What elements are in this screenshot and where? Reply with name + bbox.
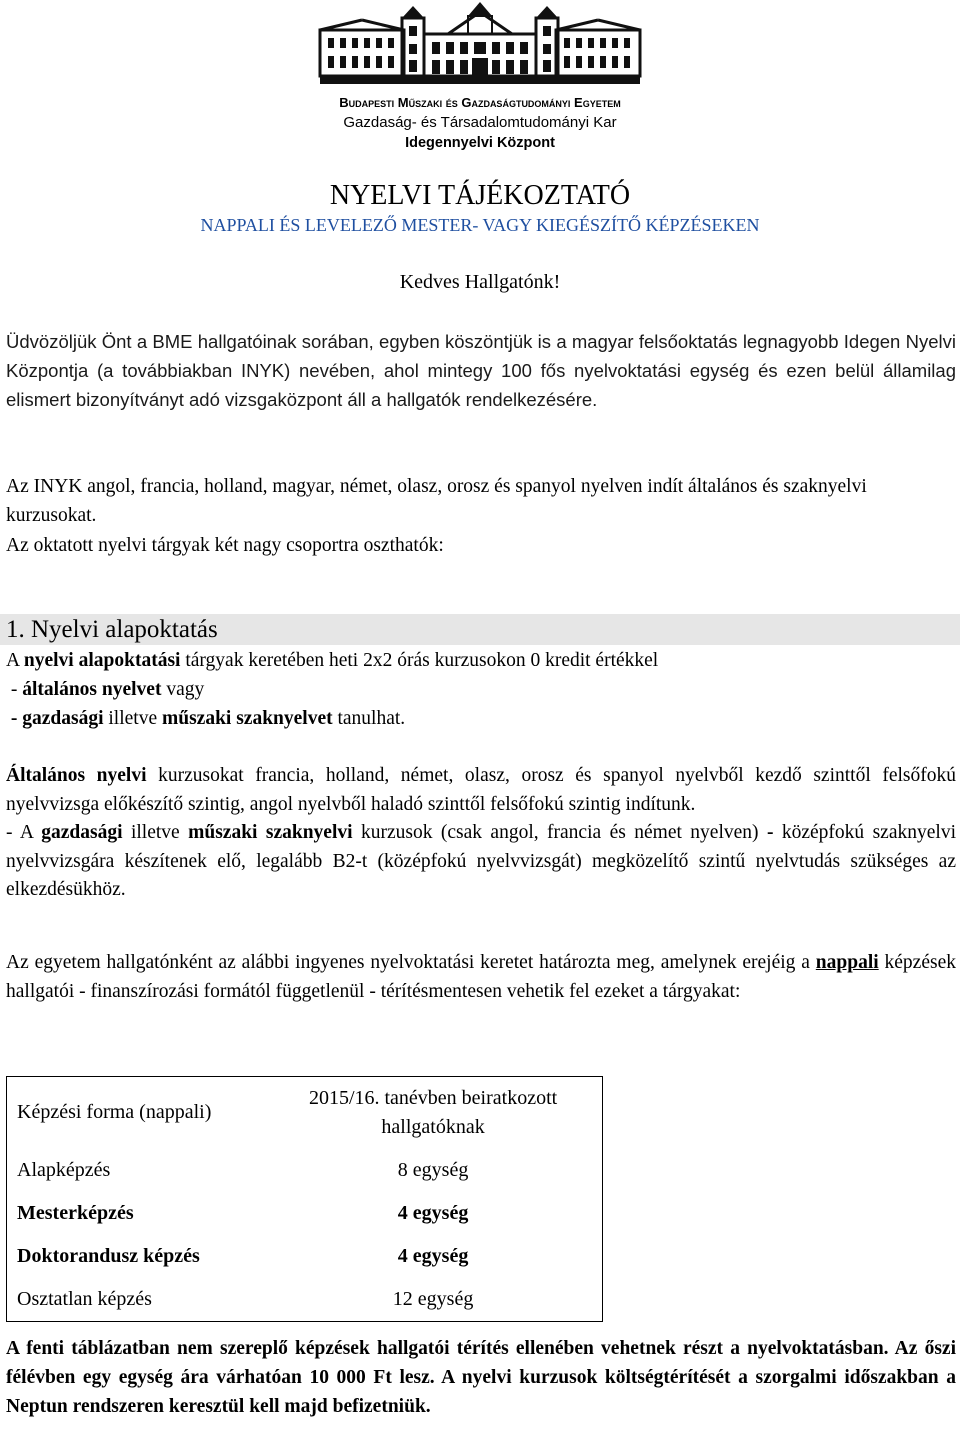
university-name: Budapesti Műszaki és Gazdaságtudományi Egyetem [339,95,621,110]
table-cell-form: Osztatlan képzés [17,1287,152,1310]
quota-paragraph: Az egyetem hallgatónként az alábbi ingyenes nyelvoktatási keretet határozta meg, amelynek erejéig a nappali képzések hallgatói - finanszírozási formától függetlenül - térítésmentesen vehetik fel ezeket a tárgyakat: [6,952,956,1002]
section1-line3: - gazdasági illetve műszaki szaknyelvet tanulhat. [6,708,406,729]
intro-paragraph: Üdvözöljük Önt a BME hallgatóinak sorában, egyben köszöntjük is a magyar felsőoktatás legnagyobb Idegen Nyelvi Központja (a továbbiakban INYK) nevében, ahol mintegy 100 fős nyelvoktatási egység és ezen belül államilag elismert bizonyítványt adó vizsgaközpont áll a hallgatók rendelkezésére. [6,331,956,410]
table-cell-units: 4 egység [397,1244,469,1267]
table-cell-units: 8 egység [397,1158,469,1181]
greeting: Kedves Hallgatónk! [399,271,561,293]
units-table [6,1076,603,1322]
table-cell-form: Alapképzés [17,1158,111,1181]
section1-line1: A nyelvi alapoktatási tárgyak keretében heti 2x2 órás kurzusokon 0 kredit értékkel [6,650,659,671]
table-row [7,1278,603,1322]
table-row [7,1235,603,1278]
section-heading: 1. Nyelvi alapoktatás [6,616,218,643]
bme-building-logo-icon [318,2,642,86]
table-header-col2: 2015/16. tanévben beiratkozott hallgatóknak [308,1086,558,1138]
table-cell-form: Doktorandusz képzés [17,1244,200,1267]
footer-note: A fenti táblázatban nem szereplő képzések hallgatói térítés ellenében vehetnek részt a nyelvoktatásban. Az őszi félévben egy egység ára várhatóan 10 000 Ft lesz. A nyelvi kurzusok költségtérítését a szorgalmi időszakban a Neptun rendszeren keresztül kell majd befizetniük. [6,1338,956,1417]
page-title: NYELVI TÁJÉKOZTATÓ [329,180,631,211]
table-header-col1: Képzési forma (nappali) [17,1101,212,1124]
table-row [7,1192,603,1235]
languages-paragraph: Az INYK angol, francia, holland, magyar, német, olasz, orosz és spanyol nyelven indít általános és szaknyelvi kurzusokat. [6,476,867,526]
table-cell-units: 12 egység [392,1287,474,1310]
faculty-name: Gazdaság- és Társadalomtudományi Kar [343,114,617,131]
table-cell-form: Mesterképzés [17,1201,134,1224]
center-name: Idegennyelvi Központ [405,135,555,151]
section-heading-bar [0,614,960,645]
table-cell-units: 4 egység [397,1201,469,1224]
table-row [7,1149,603,1192]
groups-paragraph: Az oktatott nyelvi tárgyak két nagy csoportra oszthatók: [6,535,444,556]
page-subtitle: NAPPALI ÉS LEVELEZŐ MESTER- VAGY KIEGÉSZÍTŐ KÉPZÉSEKEN [200,215,760,235]
section1-line2: - általános nyelvet vagy [6,679,205,700]
table-header-row [7,1077,603,1149]
general-courses-paragraph: Általános nyelvi kurzusokat francia, holland, német, olasz, orosz és spanyol nyelvből kezdő szinttől felsőfokú nyelvvizsga előkészítő szintig, angol nyelvből haladó szinttől felsőfokú szintig indítunk. - A gazdasági illetve műszaki szaknyelvi kurzusok (csak angol, francia és német nyelven) - középfokú szaknyelvi nyelvvizsgára készítenek elő, legalább B2-t (középfokú nyelvvizsgát) megközelítő szintű nyelvtudás szükséges az elkezdésükhöz. [6,765,957,900]
